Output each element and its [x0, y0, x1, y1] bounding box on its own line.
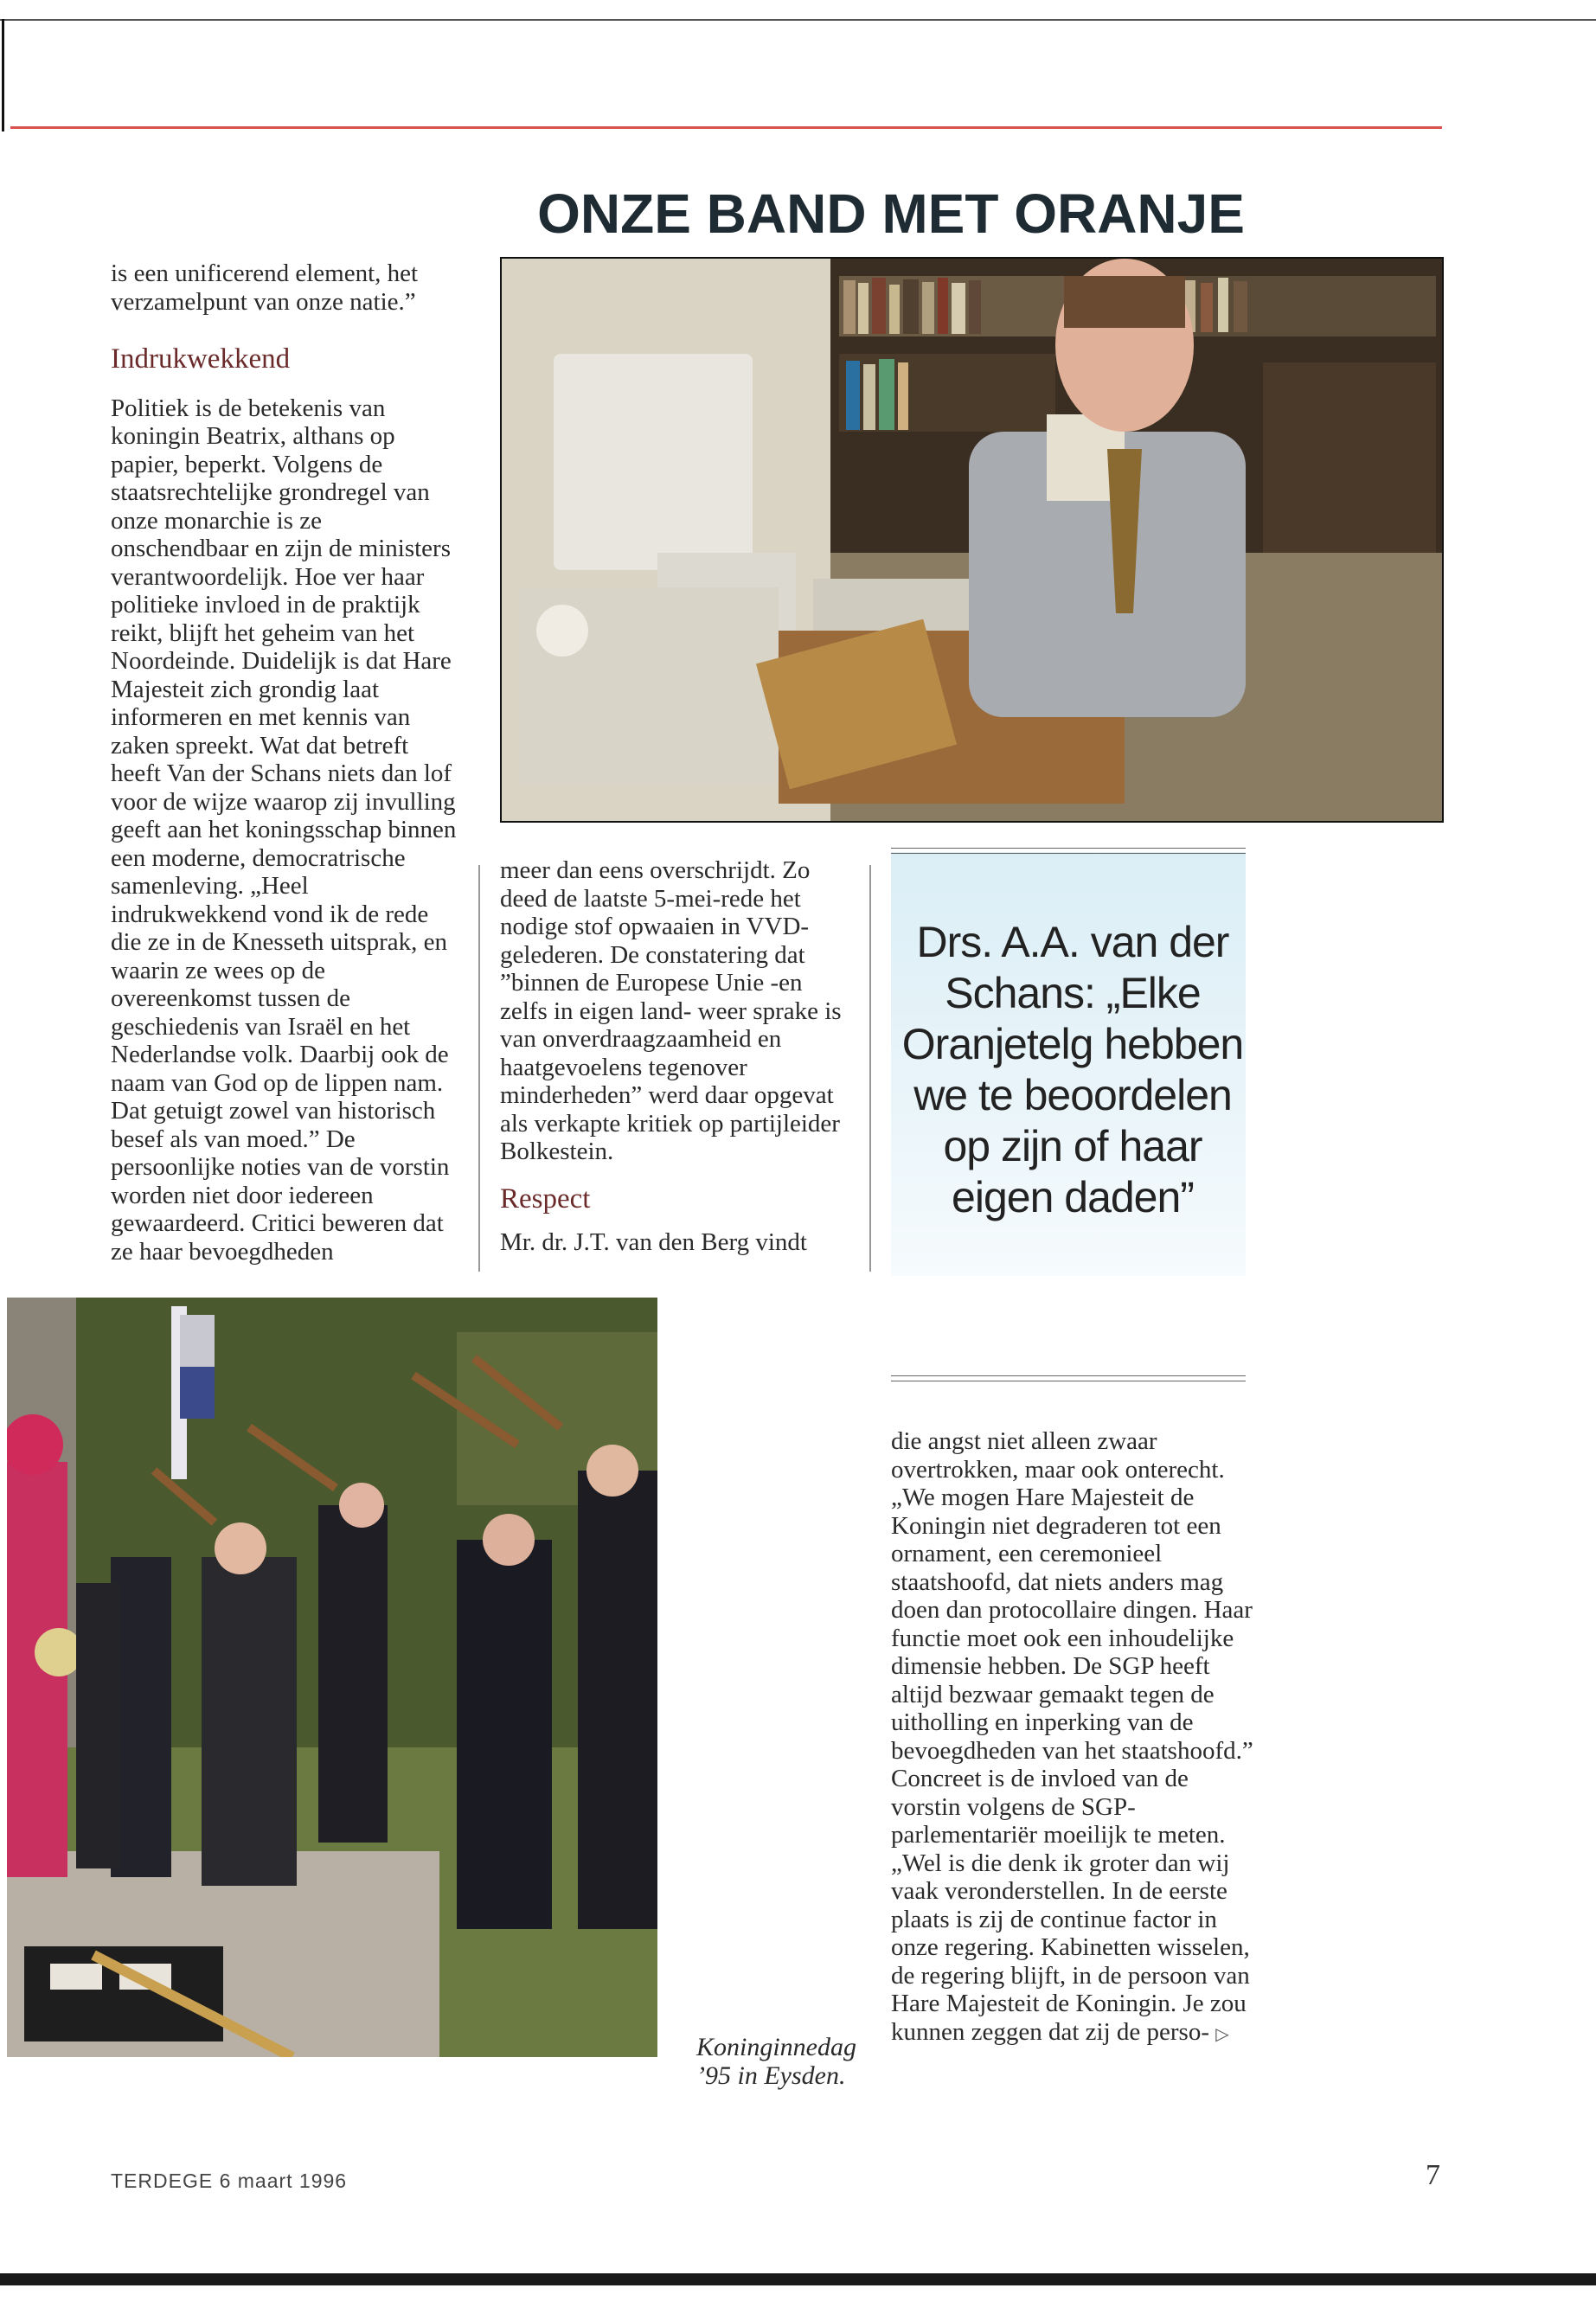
- body-paragraph-tail: Mr. dr. J.T. van den Berg vindt: [500, 1228, 807, 1256]
- article-column-2: [500, 856, 850, 1257]
- photo-koninginnedag-eysden: [7, 1298, 657, 2057]
- quote-rule-bottom-1: [891, 1375, 1246, 1376]
- continue-arrow-icon: ▷: [1215, 2024, 1229, 2044]
- column-rule-left: [478, 865, 480, 1272]
- subhead-respect: Respect: [500, 1183, 591, 1215]
- body-paragraph-2-text: Concreet is de invloed van de vorstin volgens de SGP-parlementariër moeilijk te meten. „Wel is die denk ik groter dan wij vaak veronderstellen. In de eerste plaats is zij de continue factor in onze regering. Kabinetten wisselen, de regering blijft, in de persoon van Hare Majesteit de Koningin. Je zou kunnen zeggen dat zij de perso-: [891, 1765, 1250, 2046]
- body-paragraph-2: [891, 1765, 1263, 2048]
- body-paragraph-1: die angst niet alleen zwaar overtrokken, maar ook onterecht. „We mogen Hare Majesteit de Koningin niet degraderen tot een ornament, een ceremonieel staatshoofd, dat niets anders mag doen dan protocollaire dingen. Haar functie moet ook een inhoudelijke dimensie hebben. De SGP heeft altijd bezwaar gemaakt tegen de uitholling en inperking van de bevoegdheden van het staatshoofd.”: [891, 1427, 1253, 1765]
- body-paragraph: meer dan eens overschrijdt. Zo deed de laatste 5-mei-rede het nodige stof opwaaien in VVD-gelederen. De constatering dat ”binnen de Europese Unie -en zelfs in eigen land- weer sprake is van onverdraagzaamheid en haatgevoelens tegenover minderheden” werd daar opgevat als verkapte kritiek op partijleider Bolkestein.: [500, 856, 842, 1165]
- article-column-1: [111, 260, 457, 1266]
- page-number: 7: [1426, 2159, 1440, 2191]
- left-edge-rule: [2, 19, 4, 131]
- photo-caption: Koninginnedag ’95 in Eysden.: [696, 2033, 856, 2090]
- header-red-rule: [10, 126, 1442, 129]
- quote-rule-top-1: [891, 848, 1246, 849]
- photo-van-der-schans-illustration: [502, 259, 1442, 821]
- top-rule: [0, 19, 1596, 21]
- column-rule-right: [869, 865, 871, 1272]
- article-column-3: [891, 1427, 1263, 2048]
- subhead-indrukwekkend: Indrukwekkend: [111, 343, 291, 375]
- photo-van-der-schans-at-desk: [500, 257, 1444, 823]
- section-title: ONZE BAND MET ORANJE: [537, 183, 1245, 245]
- intro-paragraph: is een unificerend element, het verzamelpunt van onze natie.”: [111, 260, 419, 316]
- bottom-scan-bar: [0, 2273, 1596, 2285]
- body-paragraph: Politiek is de betekenis van koningin Beatrix, althans op papier, beperkt. Volgens de staatsrechtelijke grondregel van onze monarchie is ze onschendbaar en zijn de ministers verantwoordelijk. Hoe ver haar politieke invloed in de praktijk reikt, blijft het geheim van het Noordeinde. Duidelijk is dat Hare Majesteit zich grondig laat informeren en met kennis van zaken spreekt. Wat dat betreft heeft Van der Schans niets dan lof voor de wijze waarop zij invulling geeft aan het koningsschap binnen een moderne, democratrische samenleving. „Heel indrukwekkend vond ik de rede die ze in de Knesseth uitsprak, en waarin ze wees op de overeenkomst tussen de geschiedenis van Israël en het Nederlandse volk. Daarbij ook de naam van God op de lippen nam. Dat getuigt zowel van historisch besef als van moed.” De persoonlijke noties van de vorstin worden niet door iedereen gewaardeerd. Critici beweren dat ze haar bevoegdheden: [111, 394, 457, 1266]
- quote-rule-top-2: [891, 853, 1246, 854]
- photo-koninginnedag-illustration: [7, 1298, 657, 2057]
- pull-quote-text: Drs. A.A. van der Schans: „Elke Oranjetelg hebben we te beoordelen op zijn of haar eigen daden”: [901, 918, 1244, 1221]
- footer-issue: TERDEGE 6 maart 1996: [111, 2170, 348, 2192]
